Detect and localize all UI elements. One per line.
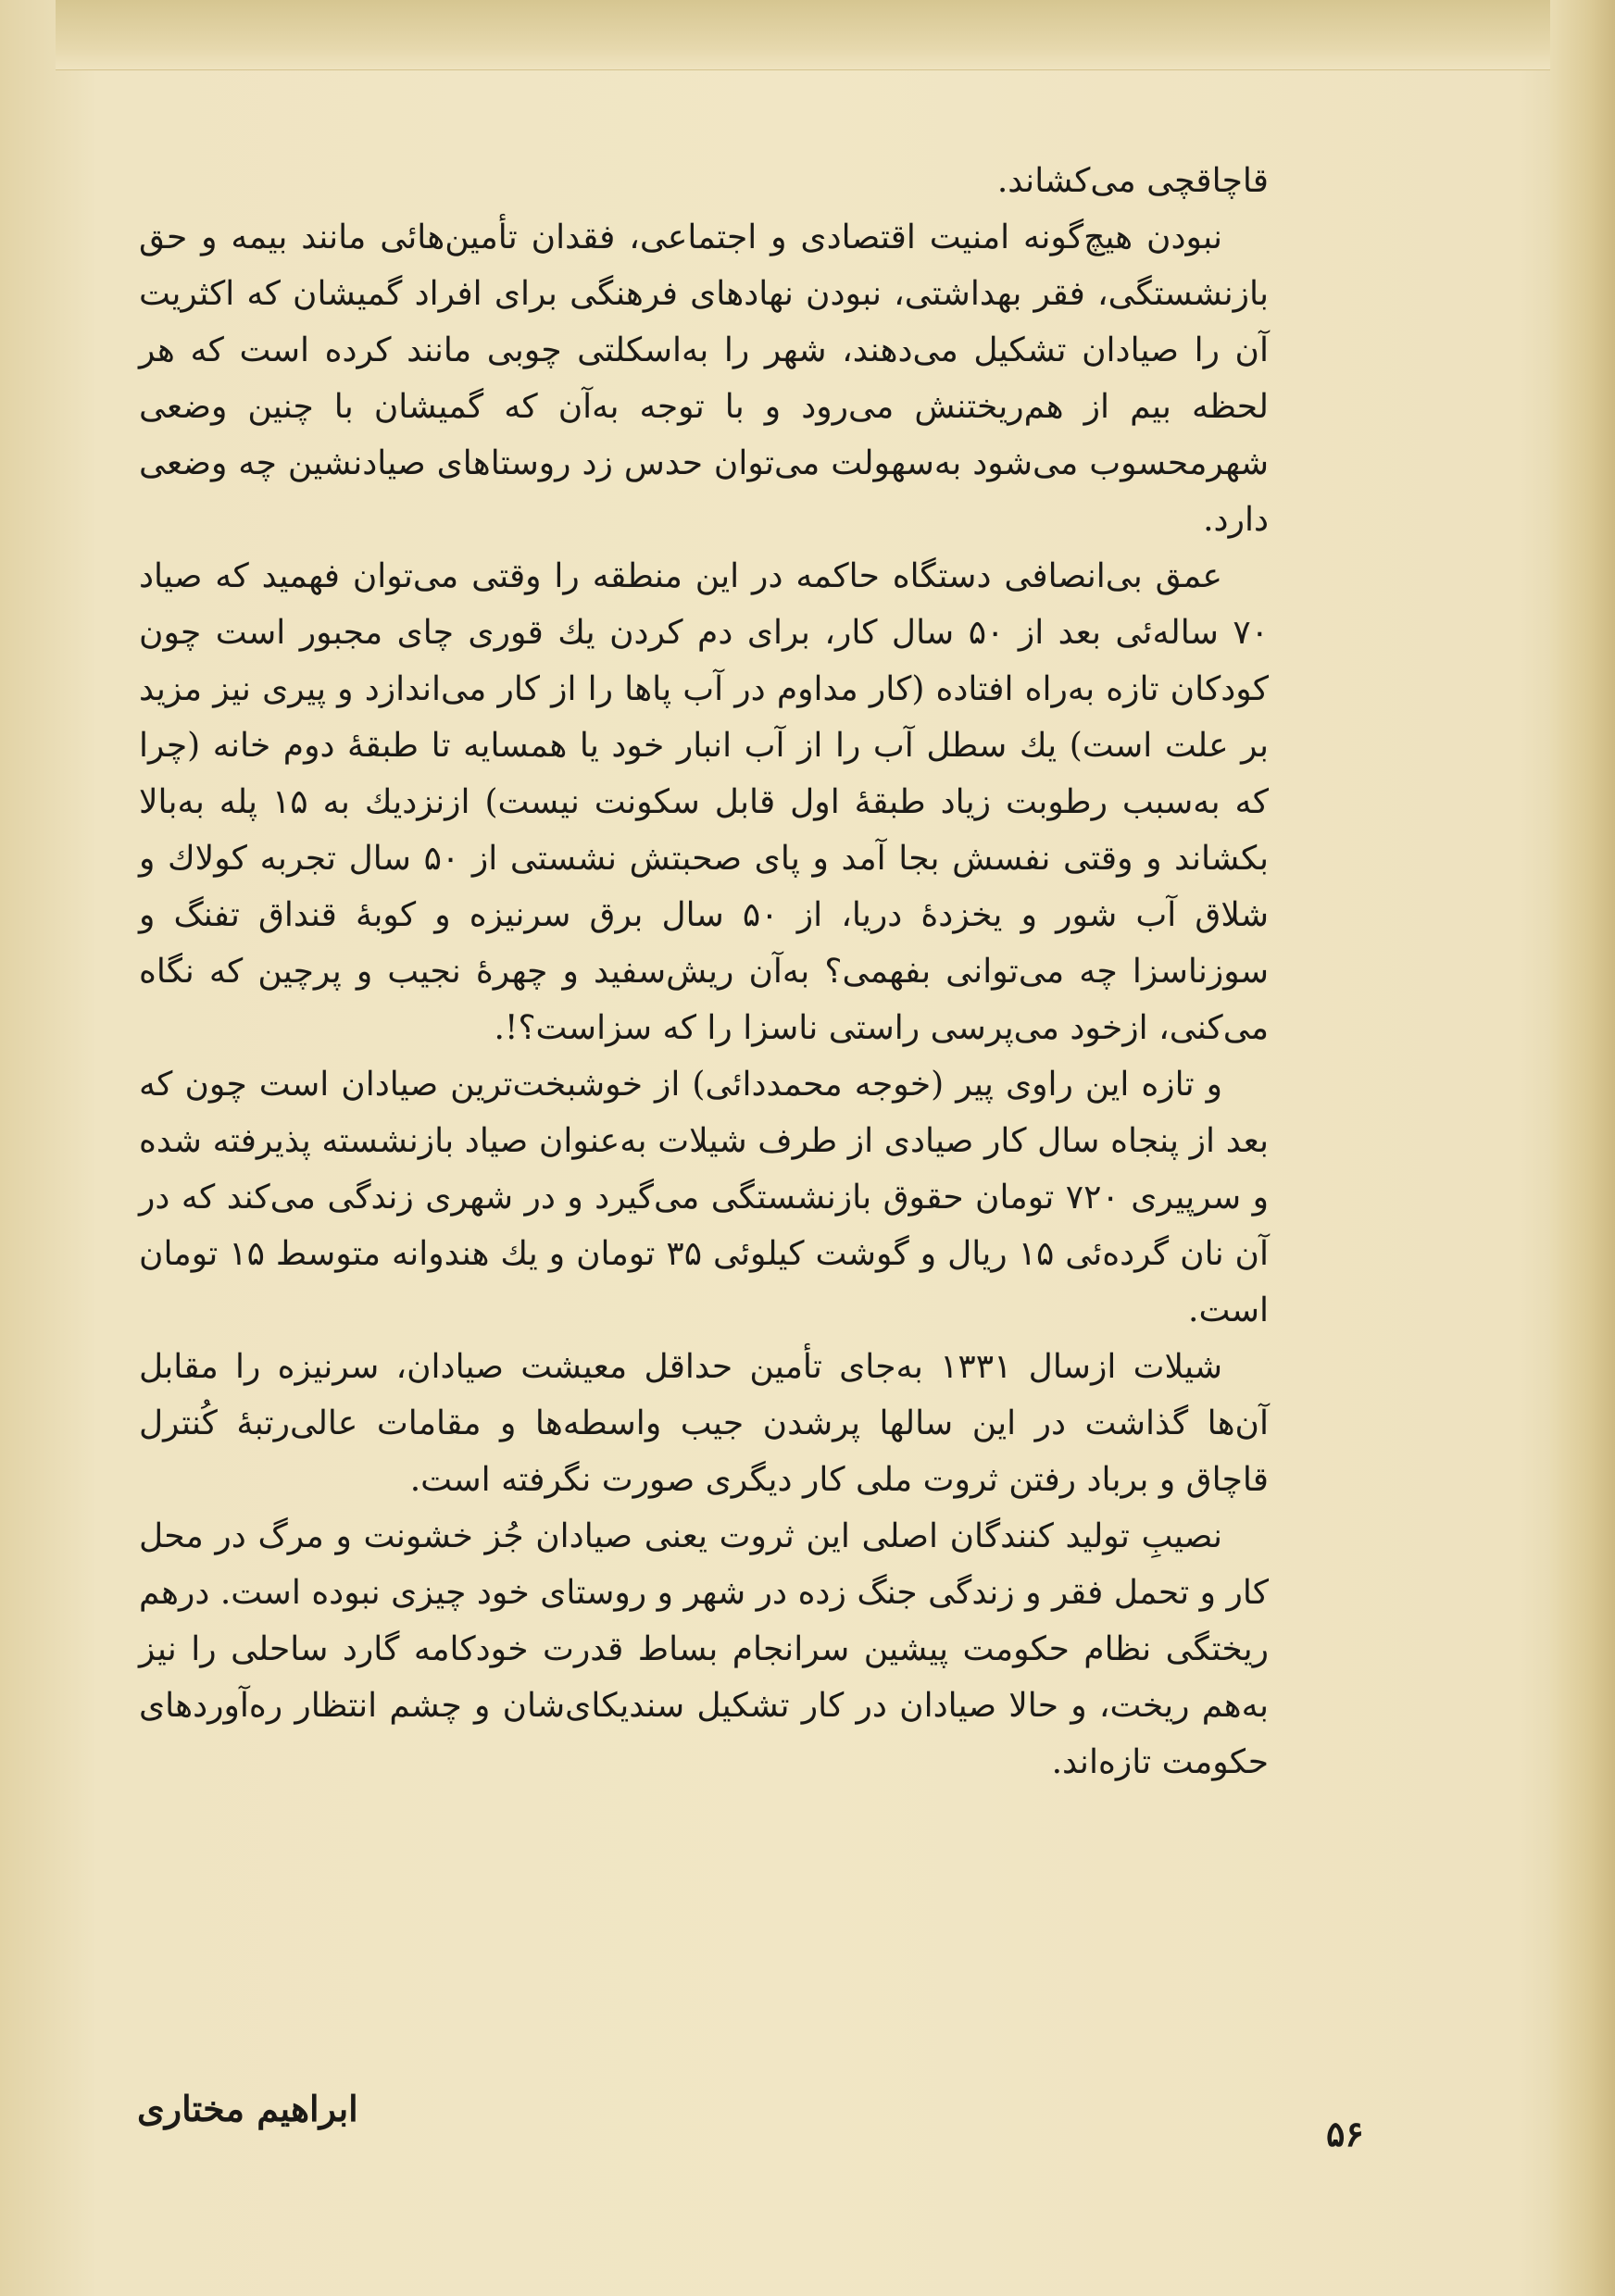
paragraph: شیلات ازسال ۱۳۳۱ به‌جای تأمین حداقل معیشت صیادان، سرنیزه را مقابل آن‌ها گذاشت در این سالها پرشدن جیب واسطه‌ها و مقامات عالی‌رتبهٔ کُنترل قاچاق و برباد رفتن ثروت ملی کار دیگری صورت نگرفته است. xyxy=(139,1348,1269,1499)
article-body xyxy=(139,153,1269,1791)
paragraph: قاچاقچی می‌کشاند. xyxy=(996,162,1269,200)
page-edge-shadow xyxy=(1550,0,1615,2296)
paragraph: و تازه این راوی پیر (خوجه محمددائی) از خوشبخت‌ترین صیادان است چون که بعد از پنجاه سال کار صیادی از طرف شیلات به‌عنوان صیاد بازنشسته پذیرفته شده و سرپیری ۷۲۰ تومان حقوق بازنشستگی می‌گیرد و در شهری زندگی می‌کند که در آن نان گرده‌ئی ۱۵ ریال و گوشت کیلوئی ۳۵ تومان و یك هندوانه متوسط ۱۵ تومان است. xyxy=(139,1066,1269,1329)
author-name: ابراهیم مختاری xyxy=(137,2088,358,2129)
paragraph: نبودن هیچ‌گونه امنیت اقتصادی و اجتماعی، فقدان تأمین‌هائی مانند بیمه و حق بازنشستگی، فقر بهداشتی، نبودن نهادهای فرهنگی برای افراد گمیشان که اکثریت آن را صیادان تشکیل می‌دهند، شهر را به‌اسکلتی چوبی مانند کرده است که هر لحظه بیم از هم‌ریختنش می‌رود و با توجه به‌آن که گمیشان با چنین وضعی شهرمحسوب می‌شود به‌سهولت می‌توان حدس زد روستاهای صیادنشین چه وضعی دارد. xyxy=(139,218,1269,539)
page-fold-shadow xyxy=(56,0,1556,70)
paragraph: نصیبِ تولید کنندگان اصلی این ثروت یعنی صیادان جُز خشونت و مرگ در محل کار و تحمل فقر و زندگی جنگ زده در شهر و روستای خود چیزی نبوده است. درهم ریختگی نظام حکومت پیشین سرانجام بساط قدرت خودکامه گارد ساحلی را نیز به‌هم ریخت، و حالا صیادان در کار تشکیل سندیکای‌شان و چشم انتظار ره‌آوردهای حکومت تازه‌اند. xyxy=(139,1517,1269,1781)
paragraph: عمق بی‌انصافی دستگاه حاکمه در این منطقه را وقتی می‌توان فهمید که صیاد ۷۰ ساله‌ئی بعد از ۵۰ سال کار، برای دم کردن یك قوری چای مجبور است چون کودکان تازه به‌راه افتاده (کار مداوم در آب پاها را از کار می‌اندازد و پیری نیز مزید بر علت است) یك سطل آب را از آب انبار خود یا همسایه تا طبقهٔ دوم خانه (چرا که به‌سبب رطوبت زیاد طبقهٔ اول قابل سکونت نیست) ازنزدیك به ۱۵ پله به‌بالا بکشاند و وقتی نفسش بجا آمد و پای صحبتش نشستی از ۵۰ سال تجربه کولاك و شلاق آب شور و یخزدهٔ دریا، از ۵۰ سال برق سرنیزه و کوبهٔ قنداق تفنگ و سوزناسزا چه می‌توانی بفهمی؟ به‌آن ریش‌سفید و چهرهٔ نجیب و پرچین که نگاه می‌کنی، ازخود می‌پرسی راستی ناسزا را که سزاست؟!. xyxy=(139,557,1270,1047)
page-number: ۵۶ xyxy=(1326,2113,1364,2154)
